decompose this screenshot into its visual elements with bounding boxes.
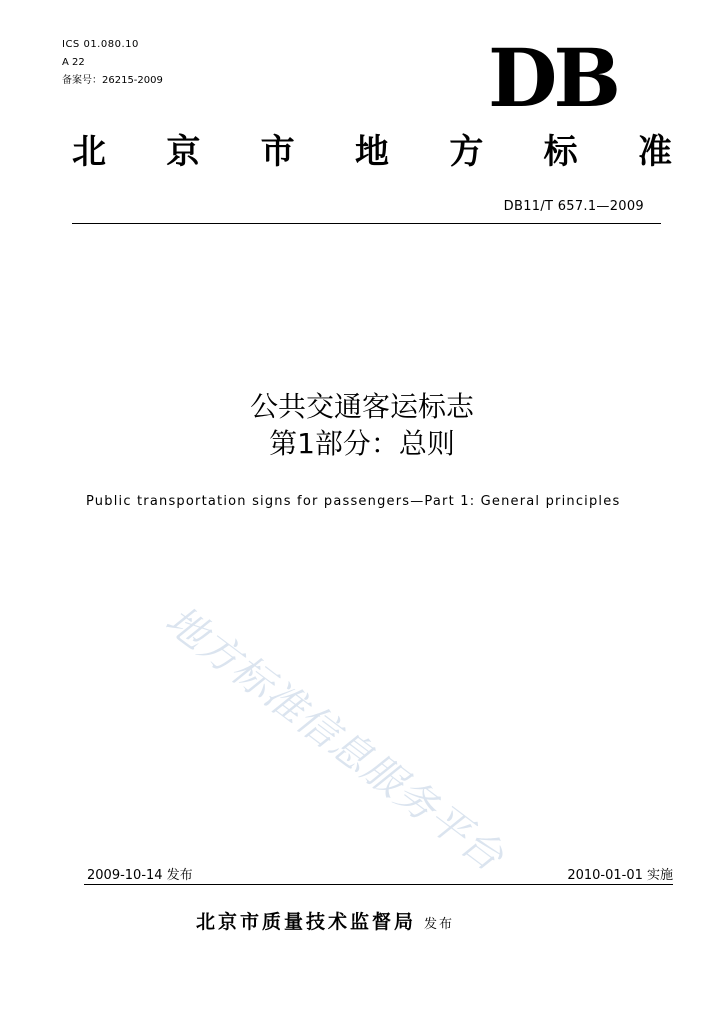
ics-code: ICS 01.080.10: [62, 39, 139, 50]
document-title: 公共交通客运标志: [249, 390, 474, 423]
standard-type-char: 地: [354, 132, 389, 172]
standard-type-char: 京: [166, 132, 201, 172]
publisher-name: 北京市质量技术监督局: [196, 911, 417, 933]
standard-type-char: 市: [260, 132, 295, 172]
document-subtitle: 第1部分：总则: [269, 427, 455, 460]
db-logo: DB: [488, 31, 617, 125]
standard-code: DB11/T 657.1—2009: [503, 199, 644, 214]
classification-code: A 22: [62, 57, 85, 68]
standard-type-char: 北: [72, 132, 106, 172]
standard-type-heading: [72, 130, 672, 174]
publisher-line: [196, 907, 454, 934]
top-divider: [72, 223, 661, 224]
bottom-divider: [84, 884, 673, 885]
issue-date: 2009-10-14 发布: [87, 868, 193, 883]
record-number: 备案号：26215-2009: [62, 75, 163, 86]
english-title: Public transportation signs for passengers—Part 1: General principles: [86, 494, 621, 509]
watermark: 地方标准信息服务平台: [156, 597, 513, 881]
implementation-date: 2010-01-01 实施: [567, 868, 673, 883]
publish-label: 发布: [424, 917, 455, 932]
standard-type-char: 准: [637, 132, 672, 172]
standard-type-char: 方: [449, 132, 484, 172]
standard-type-char: 标: [543, 132, 578, 172]
